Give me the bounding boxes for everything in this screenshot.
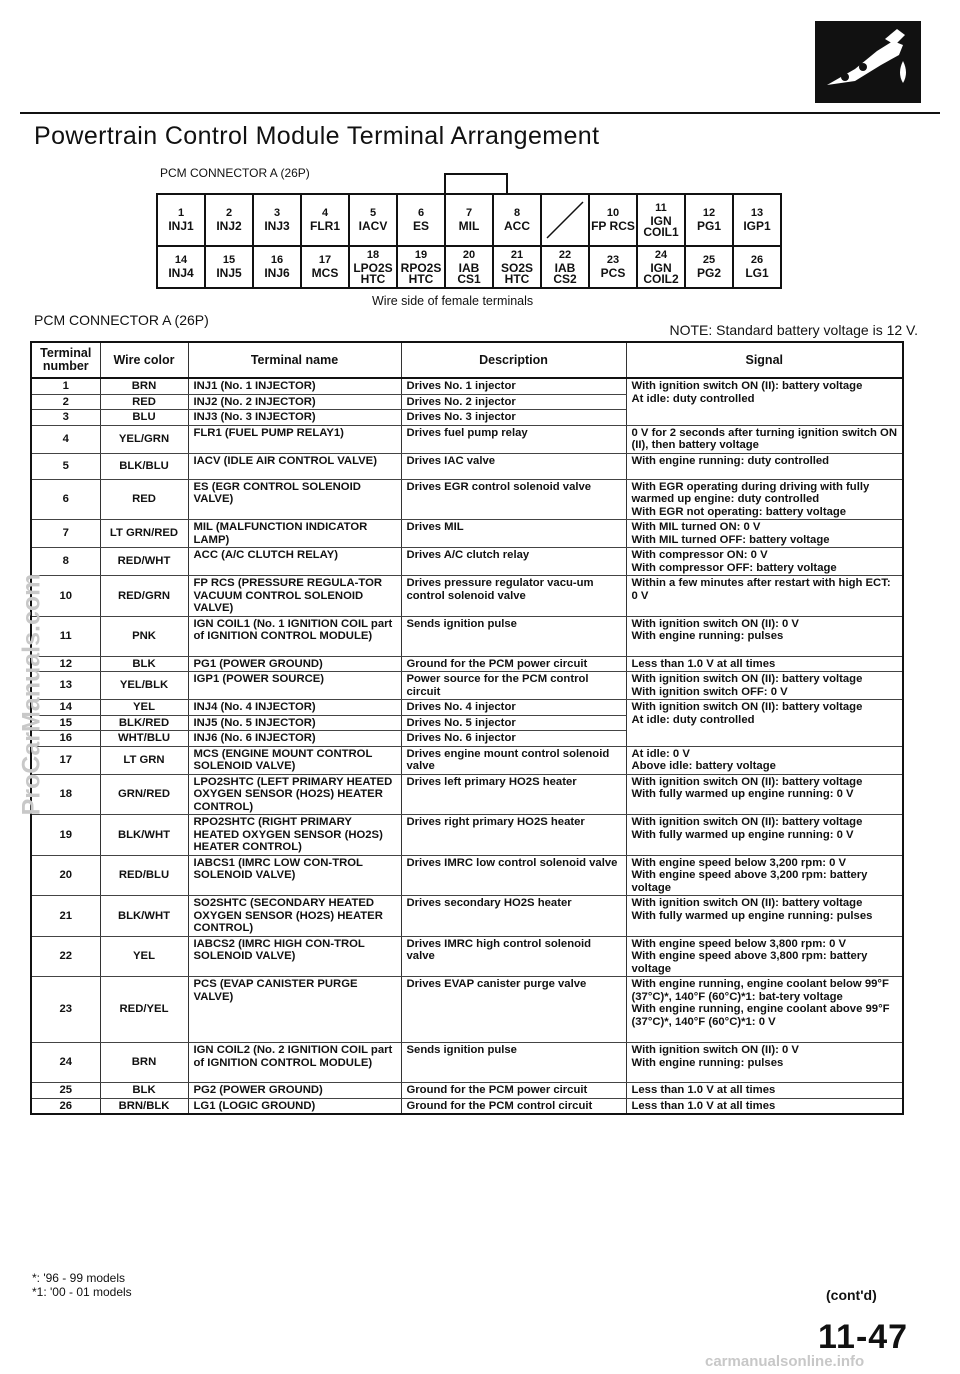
cell-description: Power source for the PCM control circuit bbox=[401, 672, 626, 700]
table-row bbox=[31, 576, 903, 617]
connector-pin bbox=[685, 246, 733, 288]
table-row bbox=[31, 977, 903, 1043]
connector-pin bbox=[685, 194, 733, 246]
cell-wire-color: LT GRN/RED bbox=[100, 520, 188, 548]
cell-signal: Less than 1.0 V at all times bbox=[626, 656, 903, 672]
continued-label: (cont'd) bbox=[826, 1287, 877, 1303]
cell-terminal-number: 7 bbox=[31, 520, 100, 548]
connector-pin bbox=[733, 246, 781, 288]
cell-wire-color: BLK/WHT bbox=[100, 815, 188, 856]
connector-pin-grid bbox=[156, 193, 782, 289]
cell-terminal-name: LPO2SHTC (LEFT PRIMARY HEATED OXYGEN SENSOR (HO2S) HEATER CONTROL) bbox=[188, 774, 401, 815]
connector-pin bbox=[349, 194, 397, 246]
cell-signal: Within a few minutes after restart with high ECT: 0 V bbox=[626, 576, 903, 617]
connector-pin bbox=[637, 246, 685, 288]
pin-signal: INJ5 bbox=[216, 266, 242, 281]
pin-signal: INJ1 bbox=[168, 219, 194, 234]
pin-number: 22 bbox=[558, 248, 572, 261]
cell-terminal-number: 11 bbox=[31, 616, 100, 656]
cell-description: Drives pressure regulator vacu-um control solenoid valve bbox=[401, 576, 626, 617]
pin-number: 14 bbox=[174, 254, 188, 267]
section-logo bbox=[815, 21, 921, 103]
cell-description: Drives right primary HO2S heater bbox=[401, 815, 626, 856]
cell-terminal-name: INJ6 (No. 6 INJECTOR) bbox=[188, 731, 401, 747]
cell-signal: With MIL turned ON: 0 V With MIL turned OFF: battery voltage bbox=[626, 520, 903, 548]
cell-wire-color: YEL/GRN bbox=[100, 425, 188, 453]
cell-terminal-number: 8 bbox=[31, 548, 100, 576]
pin-number: 21 bbox=[510, 248, 524, 261]
connector-pin-blank bbox=[541, 194, 589, 246]
pin-signal: PG2 bbox=[696, 266, 721, 281]
cell-signal: With engine speed below 3,800 rpm: 0 V With engine speed above 3,800 rpm: battery voltage bbox=[626, 936, 903, 977]
watermark-bottom: carmanualsonline.info bbox=[705, 1353, 865, 1370]
connector-pin bbox=[205, 246, 253, 288]
cell-terminal-number: 14 bbox=[31, 700, 100, 716]
cell-terminal-name: IABCS1 (IMRC LOW CON-TROL SOLENOID VALVE) bbox=[188, 855, 401, 896]
connector-pin bbox=[205, 194, 253, 246]
footnote: *1: '00 - 01 models bbox=[32, 1285, 132, 1299]
cell-wire-color: RED/GRN bbox=[100, 576, 188, 617]
pin-number: 7 bbox=[465, 207, 473, 220]
cell-terminal-number: 25 bbox=[31, 1083, 100, 1099]
pin-signal: MIL bbox=[458, 219, 480, 234]
cell-description: Drives left primary HO2S heater bbox=[401, 774, 626, 815]
pin-number: 23 bbox=[606, 254, 620, 267]
table-row bbox=[31, 1043, 903, 1083]
pin-number: 20 bbox=[462, 248, 476, 261]
table-row bbox=[31, 1098, 903, 1114]
cell-terminal-name: MIL (MALFUNCTION INDICATOR LAMP) bbox=[188, 520, 401, 548]
table-row bbox=[31, 700, 903, 716]
cell-signal: With ignition switch ON (II): battery voltage With fully warmed up engine running: pulses bbox=[626, 896, 903, 937]
pin-signal: FLR1 bbox=[310, 219, 340, 234]
terminal-table bbox=[30, 341, 902, 1115]
cell-wire-color: PNK bbox=[100, 616, 188, 656]
pin-signal: PG1 bbox=[696, 219, 721, 234]
cell-terminal-number: 24 bbox=[31, 1043, 100, 1083]
table-row bbox=[31, 425, 903, 453]
cell-wire-color: RED/BLU bbox=[100, 855, 188, 896]
cell-description: Drives No. 2 injector bbox=[401, 394, 626, 410]
cell-signal: Less than 1.0 V at all times bbox=[626, 1098, 903, 1114]
connector-pin bbox=[157, 246, 205, 288]
pin-number: 26 bbox=[750, 254, 764, 267]
cell-wire-color: BLK/WHT bbox=[100, 896, 188, 937]
cell-terminal-number: 5 bbox=[31, 453, 100, 479]
table-row bbox=[31, 896, 903, 937]
cell-description: Drives No. 3 injector bbox=[401, 410, 626, 426]
pin-number: 19 bbox=[414, 248, 428, 261]
table-row bbox=[31, 774, 903, 815]
fuel-system-icon bbox=[815, 21, 921, 103]
cell-signal: With engine running: duty controlled bbox=[626, 453, 903, 479]
pin-signal: IGN COIL2 bbox=[643, 260, 679, 286]
connector-pin bbox=[397, 194, 445, 246]
table-row bbox=[31, 616, 903, 656]
cell-terminal-number: 20 bbox=[31, 855, 100, 896]
pin-number: 6 bbox=[417, 207, 425, 220]
header-wire-color: Wire color bbox=[100, 342, 188, 378]
cell-terminal-name: IACV (IDLE AIR CONTROL VALVE) bbox=[188, 453, 401, 479]
blank-pin-slash bbox=[543, 198, 587, 240]
cell-description: Drives MIL bbox=[401, 520, 626, 548]
cell-terminal-name: PG1 (POWER GROUND) bbox=[188, 656, 401, 672]
pin-signal: ES bbox=[412, 219, 429, 234]
header-terminal-name: Terminal name bbox=[188, 342, 401, 378]
cell-terminal-number: 15 bbox=[31, 715, 100, 731]
header-terminal-number: Terminal number bbox=[31, 342, 100, 378]
connector-pin bbox=[637, 194, 685, 246]
page-title: Powertrain Control Module Terminal Arrangement bbox=[34, 122, 600, 150]
cell-description: Drives IAC valve bbox=[401, 453, 626, 479]
table-row bbox=[31, 453, 903, 479]
cell-signal: With compressor ON: 0 V With compressor OFF: battery voltage bbox=[626, 548, 903, 576]
cell-wire-color: LT GRN bbox=[100, 746, 188, 774]
cell-terminal-name: ES (EGR CONTROL SOLENOID VALVE) bbox=[188, 479, 401, 520]
cell-signal: At idle: 0 V Above idle: battery voltage bbox=[626, 746, 903, 774]
cell-wire-color: BLK bbox=[100, 656, 188, 672]
table-row bbox=[31, 672, 903, 700]
pin-number: 8 bbox=[513, 207, 521, 220]
cell-signal: With ignition switch ON (II): battery voltage At idle: duty controlled bbox=[626, 378, 903, 425]
cell-signal: Less than 1.0 V at all times bbox=[626, 1083, 903, 1099]
cell-description: Drives EVAP canister purge valve bbox=[401, 977, 626, 1043]
connector-pin bbox=[301, 194, 349, 246]
pin-signal: IACV bbox=[358, 219, 388, 234]
cell-terminal-number: 13 bbox=[31, 672, 100, 700]
table-row bbox=[31, 656, 903, 672]
cell-signal: With ignition switch ON (II): 0 V With engine running: pulses bbox=[626, 616, 903, 656]
connector-pin bbox=[493, 194, 541, 246]
cell-signal: With EGR operating during driving with fully warmed up engine: duty controlled With EGR not operating: battery voltage bbox=[626, 479, 903, 520]
connector-pin bbox=[445, 194, 493, 246]
cell-description: Drives No. 1 injector bbox=[401, 378, 626, 394]
pin-number: 1 bbox=[177, 207, 185, 220]
cell-description: Ground for the PCM power circuit bbox=[401, 656, 626, 672]
table-row bbox=[31, 1083, 903, 1099]
pin-signal: INJ4 bbox=[168, 266, 194, 281]
cell-terminal-number: 26 bbox=[31, 1098, 100, 1114]
footnote: *: '96 - 99 models bbox=[32, 1271, 126, 1285]
pin-number: 16 bbox=[270, 254, 284, 267]
pin-signal: LG1 bbox=[745, 266, 769, 281]
pin-number: 17 bbox=[318, 254, 332, 267]
cell-description: Sends ignition pulse bbox=[401, 616, 626, 656]
cell-wire-color: BLK bbox=[100, 1083, 188, 1099]
cell-signal: With ignition switch ON (II): 0 V With engine running: pulses bbox=[626, 1043, 903, 1083]
cell-terminal-number: 2 bbox=[31, 394, 100, 410]
header-signal: Signal bbox=[626, 342, 903, 378]
pin-number: 13 bbox=[750, 207, 764, 220]
connector-pin bbox=[397, 246, 445, 288]
cell-description: Drives EGR control solenoid valve bbox=[401, 479, 626, 520]
table-row bbox=[31, 746, 903, 774]
wire-side-caption: Wire side of female terminals bbox=[372, 294, 534, 308]
connector-pin bbox=[445, 246, 493, 288]
cell-signal: With engine running, engine coolant below 99°F (37°C)*, 140°F (60°C)*1: bat-tery voltage With engine running, engine coolant above 99°F (37°C)*, 140°F (60°C)*1: 0 V bbox=[626, 977, 903, 1043]
cell-description: Drives No. 6 injector bbox=[401, 731, 626, 747]
cell-terminal-name: RPO2SHTC (RIGHT PRIMARY HEATED OXYGEN SENSOR (HO2S) HEATER CONTROL) bbox=[188, 815, 401, 856]
voltage-note: NOTE: Standard battery voltage is 12 V. bbox=[669, 322, 918, 338]
cell-terminal-number: 16 bbox=[31, 731, 100, 747]
cell-wire-color: GRN/RED bbox=[100, 774, 188, 815]
cell-description: Ground for the PCM power circuit bbox=[401, 1083, 626, 1099]
table-row bbox=[31, 855, 903, 896]
cell-wire-color: BLK/RED bbox=[100, 715, 188, 731]
cell-description: Drives No. 4 injector bbox=[401, 700, 626, 716]
cell-terminal-name: PG2 (POWER GROUND) bbox=[188, 1083, 401, 1099]
cell-terminal-name: IGN COIL2 (No. 2 IGNITION COIL part of IGNITION CONTROL MODULE) bbox=[188, 1043, 401, 1083]
cell-wire-color: RED bbox=[100, 394, 188, 410]
pin-signal: PCS bbox=[600, 266, 626, 281]
cell-terminal-name: LG1 (LOGIC GROUND) bbox=[188, 1098, 401, 1114]
pin-number: 10 bbox=[606, 207, 620, 220]
connector-pin bbox=[589, 246, 637, 288]
cell-terminal-number: 23 bbox=[31, 977, 100, 1043]
cell-wire-color: RED bbox=[100, 479, 188, 520]
pin-signal: LPO2S HTC bbox=[353, 260, 393, 286]
pin-number: 4 bbox=[321, 207, 329, 220]
connector-pin bbox=[493, 246, 541, 288]
pin-number: 11 bbox=[655, 201, 667, 214]
cell-wire-color: RED/WHT bbox=[100, 548, 188, 576]
header-rule bbox=[20, 112, 940, 114]
connector-pin bbox=[541, 246, 589, 288]
cell-terminal-name: IGN COIL1 (No. 1 IGNITION COIL part of IGNITION CONTROL MODULE) bbox=[188, 616, 401, 656]
connector-pin bbox=[157, 194, 205, 246]
cell-terminal-name: INJ4 (No. 4 INJECTOR) bbox=[188, 700, 401, 716]
pin-signal: INJ6 bbox=[264, 266, 290, 281]
pin-number: 25 bbox=[702, 254, 716, 267]
connector-pin bbox=[733, 194, 781, 246]
cell-terminal-number: 12 bbox=[31, 656, 100, 672]
cell-terminal-name: INJ2 (No. 2 INJECTOR) bbox=[188, 394, 401, 410]
pin-number: 2 bbox=[225, 207, 233, 220]
table-row bbox=[31, 936, 903, 977]
cell-wire-color: YEL/BLK bbox=[100, 672, 188, 700]
table-caption: PCM CONNECTOR A (26P) bbox=[34, 312, 209, 328]
pin-signal: IAB CS1 bbox=[457, 260, 481, 286]
connector-diagram bbox=[156, 193, 782, 289]
pin-signal: IAB CS2 bbox=[553, 260, 577, 286]
cell-terminal-name: IABCS2 (IMRC HIGH CON-TROL SOLENOID VALVE) bbox=[188, 936, 401, 977]
cell-signal: With engine speed below 3,200 rpm: 0 V With engine speed above 3,200 rpm: battery voltage bbox=[626, 855, 903, 896]
cell-signal: With ignition switch ON (II): battery voltage With ignition switch OFF: 0 V bbox=[626, 672, 903, 700]
cell-terminal-number: 19 bbox=[31, 815, 100, 856]
cell-terminal-number: 22 bbox=[31, 936, 100, 977]
cell-terminal-name: FLR1 (FUEL PUMP RELAY1) bbox=[188, 425, 401, 453]
pin-signal: RPO2S HTC bbox=[400, 260, 442, 286]
cell-wire-color: RED/YEL bbox=[100, 977, 188, 1043]
cell-signal: 0 V for 2 seconds after turning ignition switch ON (II), then battery voltage bbox=[626, 425, 903, 453]
pin-number: 24 bbox=[654, 248, 668, 261]
connector-pin bbox=[589, 194, 637, 246]
cell-wire-color: BRN bbox=[100, 1043, 188, 1083]
cell-terminal-name: INJ5 (No. 5 INJECTOR) bbox=[188, 715, 401, 731]
cell-wire-color: YEL bbox=[100, 936, 188, 977]
cell-description: Drives No. 5 injector bbox=[401, 715, 626, 731]
table-row bbox=[31, 548, 903, 576]
table-row bbox=[31, 815, 903, 856]
pin-signal: IGN COIL1 bbox=[643, 213, 679, 239]
pin-signal: FP RCS bbox=[591, 219, 635, 234]
connector-pin bbox=[253, 246, 301, 288]
cell-terminal-name: SO2SHTC (SECONDARY HEATED OXYGEN SENSOR (HO2S) HEATER CONTROL) bbox=[188, 896, 401, 937]
cell-terminal-name: IGP1 (POWER SOURCE) bbox=[188, 672, 401, 700]
cell-terminal-number: 18 bbox=[31, 774, 100, 815]
cell-terminal-number: 6 bbox=[31, 479, 100, 520]
cell-terminal-name: ACC (A/C CLUTCH RELAY) bbox=[188, 548, 401, 576]
cell-terminal-number: 21 bbox=[31, 896, 100, 937]
connector-pin bbox=[253, 194, 301, 246]
pin-number: 3 bbox=[273, 207, 281, 220]
cell-description: Drives fuel pump relay bbox=[401, 425, 626, 453]
cell-signal: With ignition switch ON (II): battery voltage With fully warmed up engine running: 0 V bbox=[626, 815, 903, 856]
cell-description: Sends ignition pulse bbox=[401, 1043, 626, 1083]
connector-caption: PCM CONNECTOR A (26P) bbox=[160, 166, 310, 180]
cell-description: Drives IMRC low control solenoid valve bbox=[401, 855, 626, 896]
page-number: 11-47 bbox=[818, 1318, 909, 1356]
cell-terminal-number: 3 bbox=[31, 410, 100, 426]
pin-number: 18 bbox=[366, 248, 380, 261]
cell-description: Drives A/C clutch relay bbox=[401, 548, 626, 576]
cell-wire-color: WHT/BLU bbox=[100, 731, 188, 747]
cell-terminal-name: FP RCS (PRESSURE REGULA-TOR VACUUM CONTROL SOLENOID VALVE) bbox=[188, 576, 401, 617]
table-row bbox=[31, 520, 903, 548]
pin-number: 12 bbox=[702, 207, 716, 220]
cell-wire-color: BLU bbox=[100, 410, 188, 426]
connector-key bbox=[444, 173, 508, 193]
cell-signal: With ignition switch ON (II): battery voltage With fully warmed up engine running: 0 V bbox=[626, 774, 903, 815]
table-row bbox=[31, 378, 903, 394]
cell-signal: With ignition switch ON (II): battery voltage At idle: duty controlled bbox=[626, 700, 903, 747]
cell-terminal-number: 17 bbox=[31, 746, 100, 774]
cell-terminal-number: 1 bbox=[31, 378, 100, 394]
cell-description: Drives IMRC high control solenoid valve bbox=[401, 936, 626, 977]
cell-terminal-number: 10 bbox=[31, 576, 100, 617]
cell-wire-color: BLK/BLU bbox=[100, 453, 188, 479]
pin-signal: SO2S HTC bbox=[500, 260, 533, 286]
cell-terminal-name: MCS (ENGINE MOUNT CONTROL SOLENOID VALVE) bbox=[188, 746, 401, 774]
cell-description: Drives engine mount control solenoid valve bbox=[401, 746, 626, 774]
pin-signal: IGP1 bbox=[743, 219, 771, 234]
pin-signal: INJ2 bbox=[216, 219, 242, 234]
cell-terminal-number: 4 bbox=[31, 425, 100, 453]
cell-terminal-name: INJ3 (No. 3 INJECTOR) bbox=[188, 410, 401, 426]
cell-wire-color: BRN/BLK bbox=[100, 1098, 188, 1114]
watermark-side: ProCarManuals.com bbox=[17, 573, 46, 816]
pin-signal: ACC bbox=[504, 219, 530, 234]
pin-number: 5 bbox=[369, 207, 377, 220]
cell-description: Ground for the PCM control circuit bbox=[401, 1098, 626, 1114]
table-row bbox=[31, 479, 903, 520]
connector-pin bbox=[349, 246, 397, 288]
cell-wire-color: YEL bbox=[100, 700, 188, 716]
pin-signal: INJ3 bbox=[264, 219, 290, 234]
header-description: Description bbox=[401, 342, 626, 378]
cell-description: Drives secondary HO2S heater bbox=[401, 896, 626, 937]
pin-signal: MCS bbox=[311, 266, 339, 281]
pin-number: 15 bbox=[222, 254, 236, 267]
connector-pin bbox=[301, 246, 349, 288]
cell-terminal-name: INJ1 (No. 1 INJECTOR) bbox=[188, 378, 401, 394]
cell-wire-color: BRN bbox=[100, 378, 188, 394]
cell-terminal-name: PCS (EVAP CANISTER PURGE VALVE) bbox=[188, 977, 401, 1043]
